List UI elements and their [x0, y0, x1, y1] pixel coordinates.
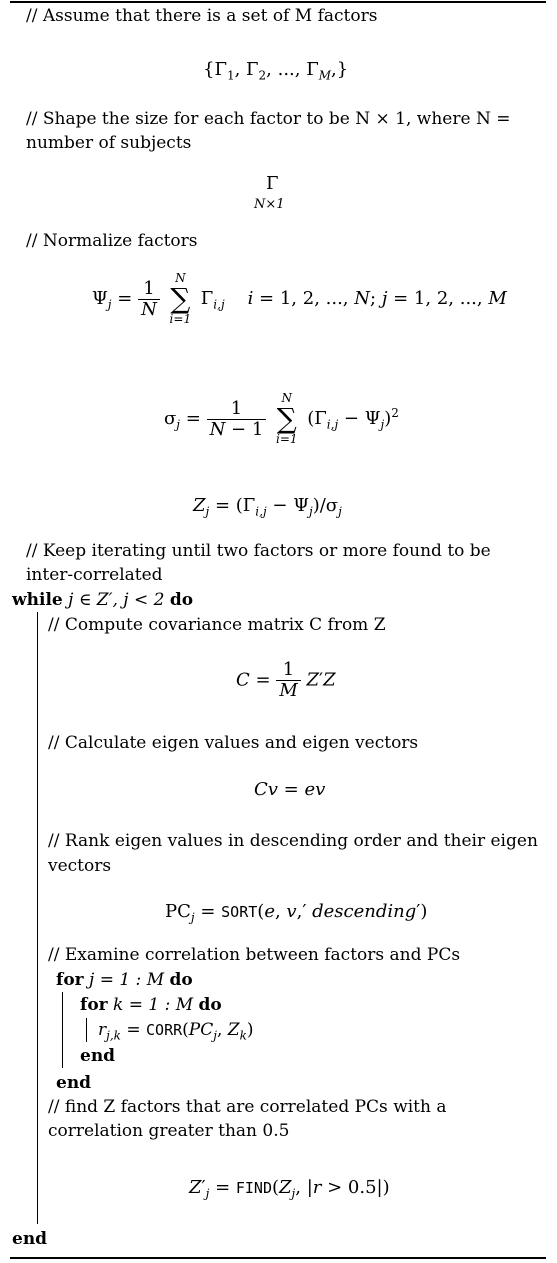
comment-normalize: // Normalize factors [26, 231, 198, 251]
top-rule [10, 1, 546, 3]
sort-function: SORT [221, 903, 258, 921]
comment-covariance: // Compute covariance matrix C from Z [48, 615, 386, 635]
corr-function: CORR [146, 1021, 183, 1039]
bottom-rule [10, 1257, 546, 1259]
comment-find-line1: // find Z factors that are correlated PCs with a [48, 1097, 447, 1117]
comment-shape-line1: // Shape the size for each factor to be N × 1, where N = [26, 109, 511, 129]
for-k-condition: k = 1 : M [113, 995, 194, 1015]
end-for-k: end [80, 1046, 116, 1066]
equation-corr: $r_{j,k}$ = $CORR(PC_j$, $Z_k$) [98, 1020, 254, 1043]
equation-zscore: $Z_j = (\Gamma_{i,j} - \Psi_j)/\sigma_j$ [193, 495, 342, 519]
for-keyword: for [56, 970, 84, 990]
equation-eig: Cv = ev [254, 779, 326, 800]
do-keyword: do [169, 590, 194, 610]
equation-shape: Γ [266, 173, 279, 194]
for-k-statement [80, 994, 222, 1016]
comment-shape-line2: number of subjects [26, 133, 192, 153]
comment-rank-line2: vectors [48, 856, 112, 876]
comment-rank-line1: // Rank eigen values in descending order and their eigen [48, 831, 538, 851]
comment-assume: // Assume that there is a set of M factors [26, 6, 378, 26]
equation-sort: $PC_j$ = SORT(e, v,′ descending′) [165, 901, 428, 925]
for-j-block-bar [62, 992, 63, 1068]
while-statement [12, 589, 193, 611]
for-keyword: for [80, 995, 108, 1015]
do-keyword: do [169, 970, 193, 990]
equation-sigma: $\sigma_j$ = $\frac{1}{N - 1}$ N ∑ i=1 $(\Gamma_{i,j} - \Psi_j)^2$ [164, 391, 399, 446]
equation-cov: C = $\frac{1}{M}$ Z′Z [236, 659, 336, 701]
find-function: FIND [235, 1179, 272, 1197]
end-while: end [12, 1229, 48, 1249]
comment-iterate-line1: // Keep iterating until two factors or more found to be [26, 541, 491, 561]
for-k-block-bar [86, 1018, 87, 1042]
equation-factor-set: {$\Gamma_1$, $\Gamma_2$, ..., $\Gamma_M$,} [203, 59, 349, 83]
do-keyword: do [198, 995, 222, 1015]
for-j-statement [56, 969, 193, 991]
equation-shape-subscript: N×1 [254, 197, 285, 212]
comment-find-line2: correlation greater than 0.5 [48, 1121, 290, 1141]
comment-examine: // Examine correlation between factors and PCs [48, 945, 461, 965]
comment-iterate-line2: inter-correlated [26, 565, 163, 585]
equation-mean: $\Psi_j$ = $\frac{1}{N}$ N ∑ i=1 $\Gamma_{i,j}$ i = 1, 2, ..., N; j = 1, 2, ..., M [92, 271, 507, 326]
comment-eigen: // Calculate eigen values and eigen vectors [48, 733, 419, 753]
while-condition: j ∈ Z′, j < 2 [68, 590, 165, 610]
for-j-condition: j = 1 : M [89, 970, 165, 990]
while-block-bar [37, 612, 38, 1224]
equation-find: $Z'_j$ = $FIND(Z_j$, |r > 0.5|) [189, 1177, 390, 1201]
end-for-j: end [56, 1073, 92, 1093]
while-keyword: while [12, 590, 63, 610]
